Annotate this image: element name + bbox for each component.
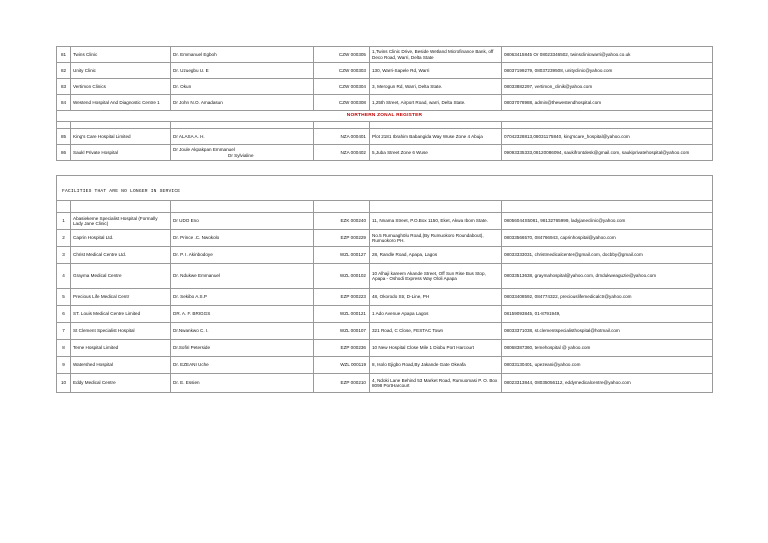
row-number: 83 (57, 79, 71, 95)
zone-title: NORTHERN ZONAL REGISTER (57, 111, 713, 122)
facility-name: Christ Medical Centre Ltd. (71, 247, 171, 264)
row-number: 10 (57, 374, 71, 393)
registration-number: EZP 000236 (314, 340, 370, 357)
doctor-name: Dr. Okun (171, 79, 314, 95)
facility-name: Westend Hospital And Diagnostic Centre 1 (71, 95, 171, 111)
doctor-name: Dr. Sekibo A.S.P (171, 289, 314, 306)
facility-address: 10 Alhaji kareem Akande Street, Off Sun Rise Bus Stop, Apapa - Oshodi Express Way Ololi Apapa (370, 264, 502, 289)
row-number: 3 (57, 247, 71, 264)
facility-name: Unity Clinic (71, 63, 171, 79)
row-number: 7 (57, 323, 71, 340)
row-number: 85 (57, 129, 71, 145)
spacer-row (57, 122, 713, 129)
section-header-cell (57, 176, 713, 201)
table-row (57, 47, 713, 63)
facility-name: Caprin Hospital Ltd. (71, 230, 171, 247)
registration-number: CZW 000308 (314, 95, 370, 111)
facility-address: 5,Juba Street Zone 6 Wuse (370, 145, 502, 161)
table-row (57, 213, 713, 230)
row-number: 5 (57, 289, 71, 306)
doctor-name: Dr. Ndukwe Emmanuel (171, 264, 314, 289)
facility-address: 1,25th Street, Airport Road, warri, Delta State. (370, 95, 502, 111)
section-title: FACILITIES THAT ARE NO LONGER IN SERVICE (62, 189, 181, 194)
facility-contact: 08159093845, 01-8791949, (502, 306, 713, 323)
facility-contact: 08037078988, admin@thewestendhospital.com (502, 95, 713, 111)
facility-address: 48, Okorodo Str, D-Line, PH (370, 289, 502, 306)
registration-number: NZA 000401 (314, 129, 370, 145)
table-row (57, 289, 713, 306)
second-doctor-name: Dr Sylvialine (228, 152, 254, 158)
facility-contact: 08068387360, temehospital @ yahoo.com (502, 340, 713, 357)
facility-name: King's Care Hospital Limited (71, 129, 171, 145)
facility-contact: 08023313844, 08035056112, eddymedicalcentre@yahoo.com (502, 374, 713, 393)
registration-number: CZW 000305 (314, 47, 370, 63)
facility-address: 1,Twins Clinic Drive, Beside Wetland Microfinance Bank, off Deco Road, Warri, Delta State (370, 47, 502, 63)
doctor-name: Dr ALASA A. H. (171, 129, 314, 145)
row-number: 9 (57, 357, 71, 374)
facility-name: Vertimon Clinics (71, 79, 171, 95)
facility-address: 130, Warri-Sapele Rd, Warri (370, 63, 502, 79)
table-row (57, 63, 713, 79)
table-row (57, 79, 713, 95)
facility-name: Abasiekeme Specialist Hospital (Formally Lady Jane Clinic) (71, 213, 171, 230)
registration-number: NZA 000402 (314, 145, 370, 161)
doctor-name: Dr. Prince .C. Nwokolo (171, 230, 314, 247)
facility-address: Plot 2181 Ibrahim Babangida Way Wuse Zone 4 Abuja (370, 129, 502, 145)
doctor-name: Dr. E. Essien (171, 374, 314, 393)
facility-name: Precious Life Medical Centr (71, 289, 171, 306)
doctor-name: DR. A. F. BRIGGS (171, 306, 314, 323)
doctor-name: Dr Joule Akpakpan Emmanuel (173, 147, 235, 153)
facility-name: Watershed Hospital (71, 357, 171, 374)
facility-contact: 08033513638, graymahospital@yahoo.com, drndukweaguzie@yahoo.com (502, 264, 713, 289)
registration-number: EZP 000223 (314, 289, 370, 306)
table-row (57, 306, 713, 323)
doctor-name: Dr.Nwankwo C. I. (171, 323, 314, 340)
spacer-row (57, 201, 713, 213)
facility-contact: 08037199279, 08037239508, unityclinic@yahoo.com (502, 63, 713, 79)
row-number: 8 (57, 340, 71, 357)
facility-name: Grayma Medical Centre (71, 264, 171, 289)
registration-number: WZL 000127 (314, 247, 370, 264)
doctor-name: Dr.Sofiri Peterside (171, 340, 314, 357)
facility-address: 1 Ado Avenue Apapa Lagos (370, 306, 502, 323)
active-facilities-table (56, 46, 713, 161)
facility-name: Saukl Private Hospital (71, 145, 171, 161)
doctor-name: Dr UDO Eno (171, 213, 314, 230)
section-header-row (57, 176, 713, 201)
table-row (57, 357, 713, 374)
facility-contact: 08033882297, vertimon_clinik@yahoo.com (502, 79, 713, 95)
facility-address: 28, Randle Road, Apapa, Lagos (370, 247, 502, 264)
facility-address: 3, Merogun Rd, Warri, Delta State. (370, 79, 502, 95)
registration-number: CZW 000303 (314, 63, 370, 79)
facility-address: 4, Ndoki Lane Behind 53 Market Road, Rumuomasi P. O. Box 8098 PortHarcourt (370, 374, 502, 393)
facility-contact: 08033130401, upezeani@yahoo.com (502, 357, 713, 374)
doctor-name: Dr. EZEANI Uche (171, 357, 314, 374)
row-number: 86 (57, 145, 71, 161)
registration-number: WZL 000102 (314, 264, 370, 289)
row-number: 2 (57, 230, 71, 247)
facility-contact: 08033566570, 084766943, caprinhospital@yahoo.com (502, 230, 713, 247)
registration-number: EZP 000229 (314, 230, 370, 247)
doctor-name: Dr. P. I. Akinbodoye (171, 247, 314, 264)
registration-number: CZW 000304 (314, 79, 370, 95)
registration-number: EZP 000210 (314, 374, 370, 393)
facility-contact: 09093335333,08120086094, saukifrontdesk@gmail.com, saukiprivatehospital@yahoo.com (502, 145, 713, 161)
facility-name: Eddy Medical Centre (71, 374, 171, 393)
registration-number: WZL 000107 (314, 323, 370, 340)
facility-address: 11, Nnama Street, P.O.Box 1150, Eket, Akwa Ibom State. (370, 213, 502, 230)
doctor-name: Dr. Uzuegbu U. E (171, 63, 314, 79)
facility-name: ST. Louis Medical Centre Limited (71, 306, 171, 323)
facility-name: Teme Hospital Limited (71, 340, 171, 357)
facility-contact: 08033333031, christmedicalcenter@gmail.com, docbby@gmail.com (502, 247, 713, 264)
row-number: 1 (57, 213, 71, 230)
row-number: 4 (57, 264, 71, 289)
table-row (57, 145, 713, 161)
table-row (57, 129, 713, 145)
facility-address: 321 Road, C Close, FESTAC Town (370, 323, 502, 340)
inactive-facilities-table (56, 175, 713, 393)
row-number: 6 (57, 306, 71, 323)
registration-number: WZL 000121 (314, 306, 370, 323)
zone-header-row (57, 111, 713, 122)
facility-name: Twins Clinic (71, 47, 171, 63)
facility-contact: 08033408592, 084774322, preciouslifemedicalctr@yahoo.com (502, 289, 713, 306)
table-row (57, 95, 713, 111)
facility-address: No.5 Rumuaghölu Road,(By Rumuokoro Roundabout), Rumuokoro PH. (370, 230, 502, 247)
facility-contact: 08063415845 Or 08023346502, twinsclinicwarri@yahoo.co.uk (502, 47, 713, 63)
facility-address: 10 New Hospital Close Mile 1 Diobu Port Harcourt (370, 340, 502, 357)
row-number: 84 (57, 95, 71, 111)
facility-address: 8, Isolo Ejigbo Road,By Jakande Gate Okeafa (370, 357, 502, 374)
table-row (57, 340, 713, 357)
row-number: 81 (57, 47, 71, 63)
facility-contact: 07042328813,08031175840, king'scare_hospital@yahoo.com (502, 129, 713, 145)
row-number: 82 (57, 63, 71, 79)
table-row (57, 264, 713, 289)
table-row (57, 230, 713, 247)
doctor-name: Dr. Emmanuel Egboh (171, 47, 314, 63)
table-row (57, 323, 713, 340)
facility-contact: 08056044S5081, 98132765999, ladyjaneclinic@yahoo.com (502, 213, 713, 230)
facility-name: St Clement Specialist Hospital (71, 323, 171, 340)
doctor-name: Dr John N.O. Amadasun (171, 95, 314, 111)
doctor-cell (171, 145, 314, 161)
table-row (57, 374, 713, 393)
registration-number: EZK 000240 (314, 213, 370, 230)
table-row (57, 247, 713, 264)
facility-contact: 08033371038, st.clementspecialisthospital@hotmail.com (502, 323, 713, 340)
registration-number: WZL 000119 (314, 357, 370, 374)
